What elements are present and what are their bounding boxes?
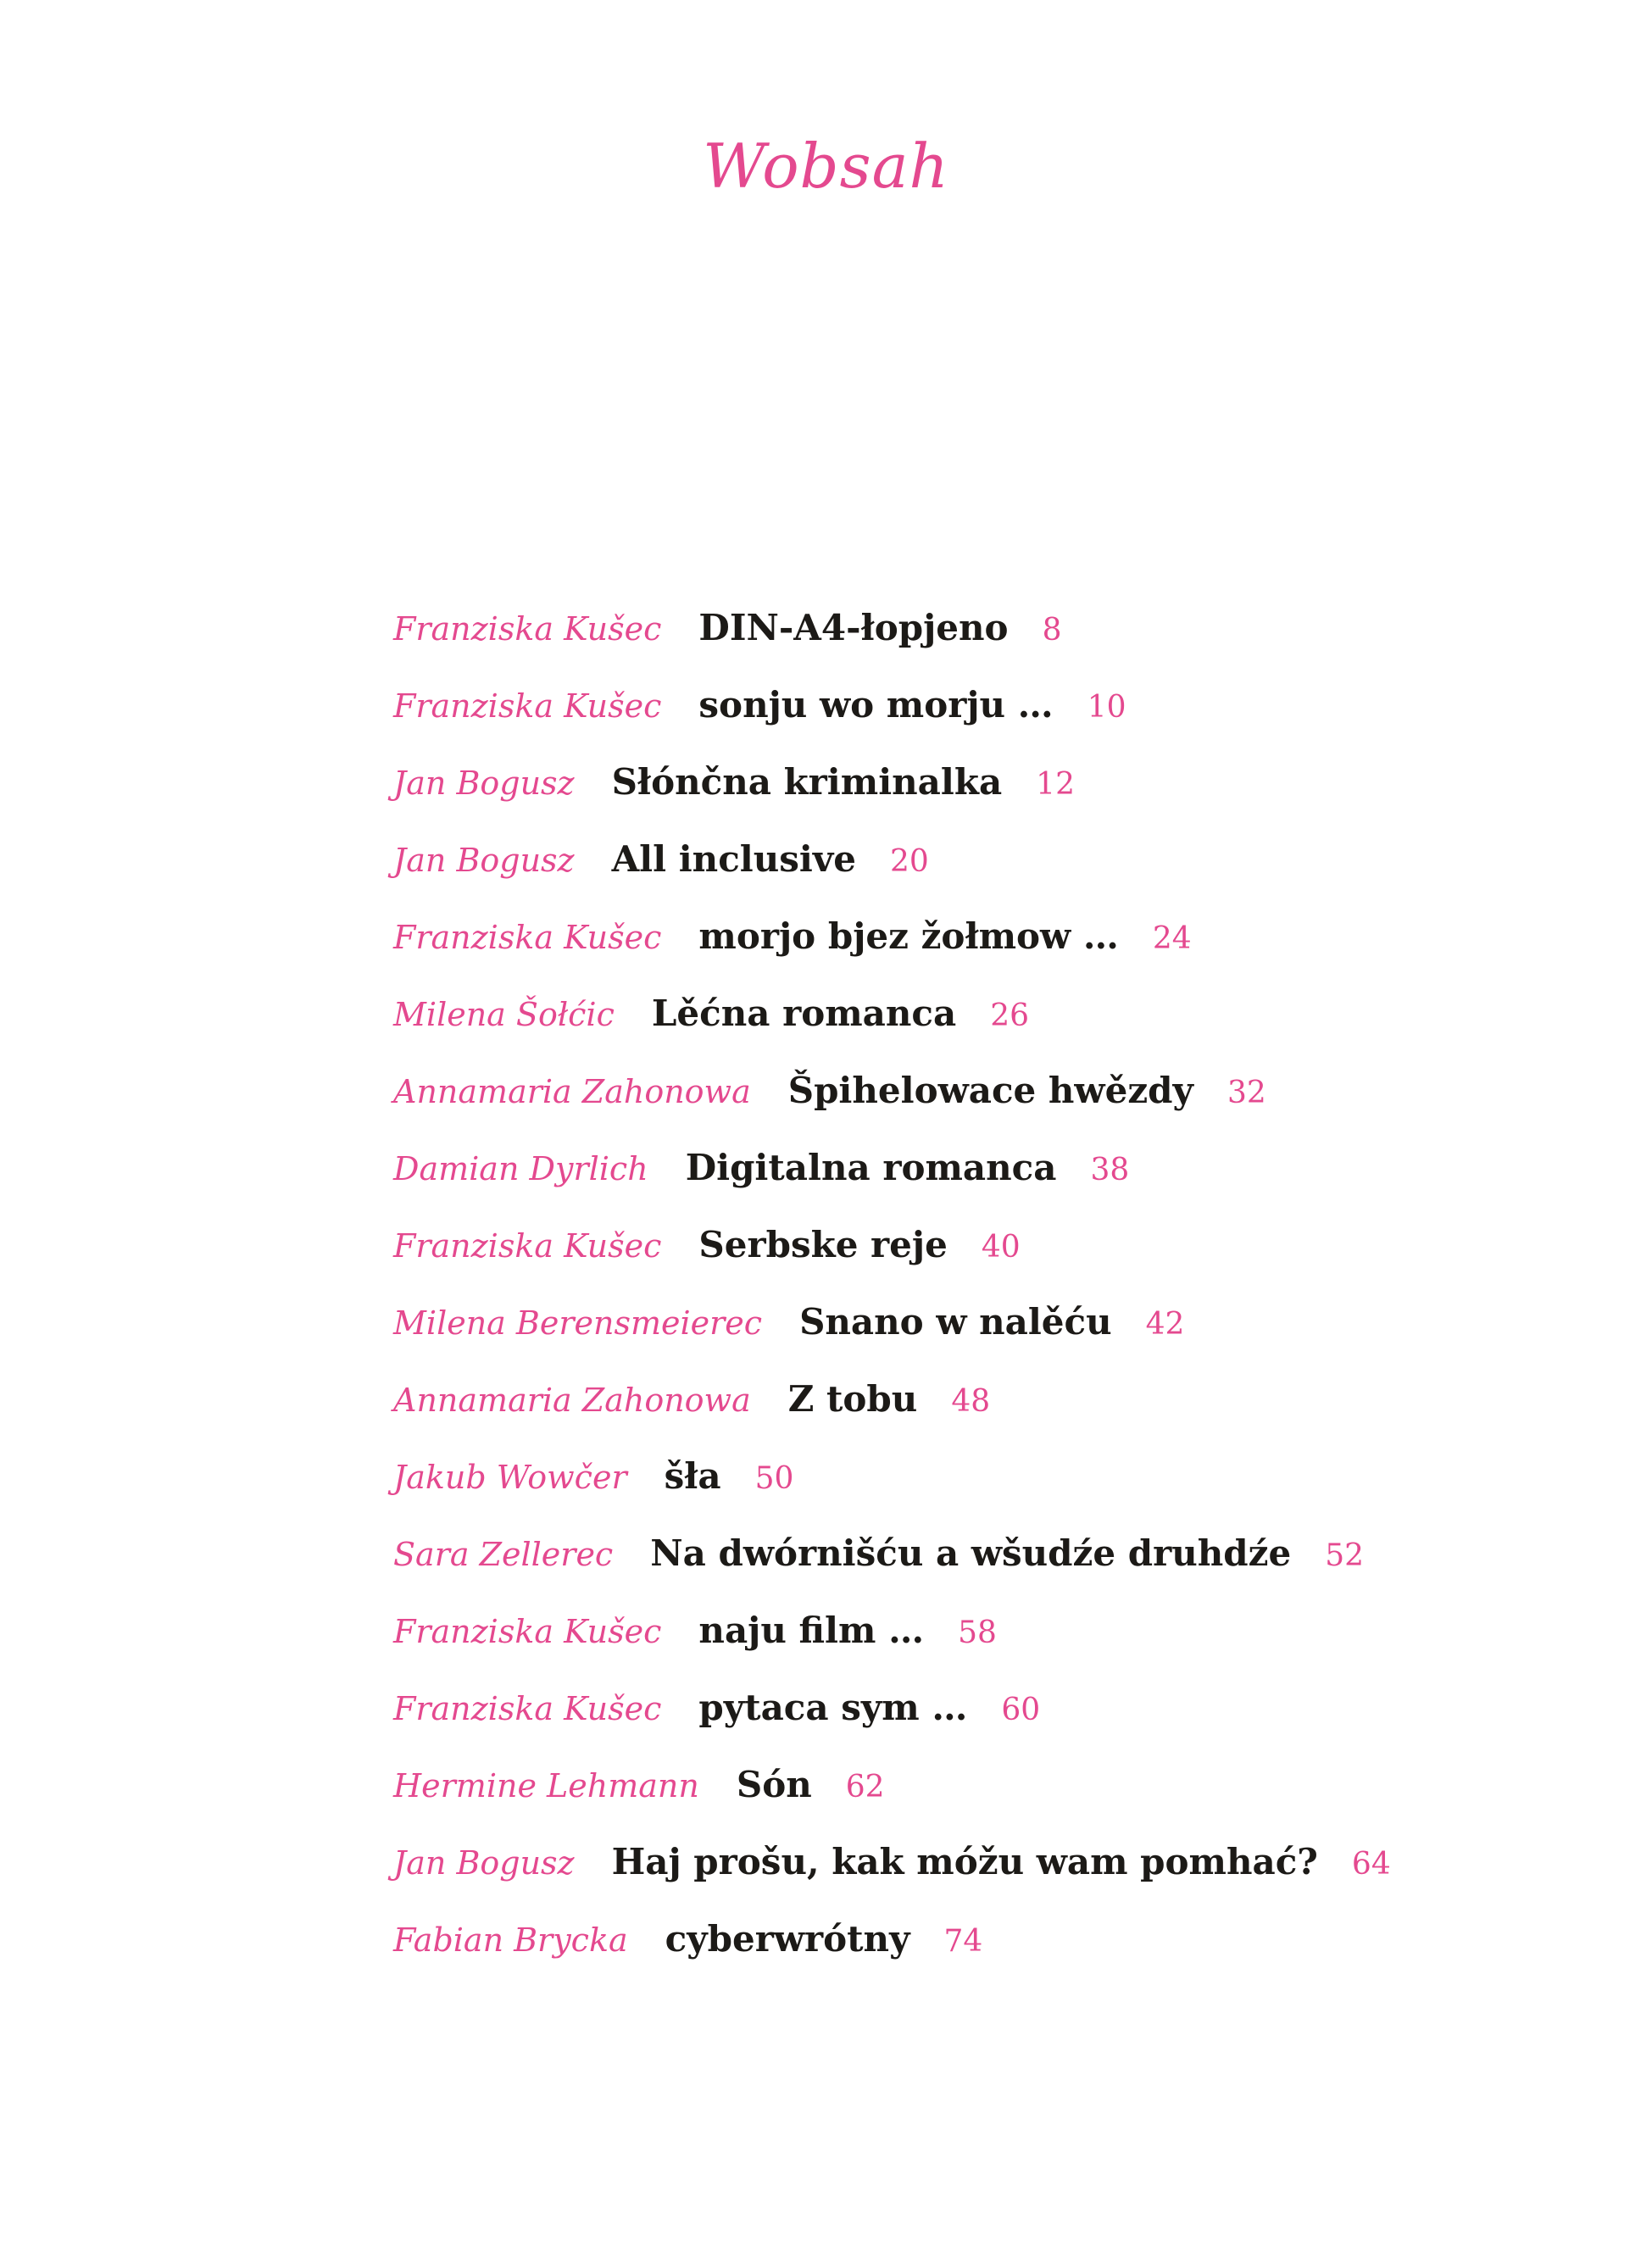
toc-entry[interactable] <box>393 761 1614 838</box>
entry-page-number: 12 <box>1036 767 1075 802</box>
entry-author: Franziska Kušec <box>393 1613 662 1650</box>
toc-entry[interactable] <box>393 915 1614 993</box>
entry-title: Serbske reje <box>698 1224 948 1265</box>
entry-author: Franziska Kušec <box>393 1227 662 1265</box>
entry-title: Špihelowace hwězdy <box>787 1070 1193 1111</box>
entry-author: Milena Berensmeierec <box>393 1304 763 1342</box>
toc-entry[interactable] <box>393 1687 1614 1764</box>
entry-author: Franziska Kušec <box>393 1690 662 1727</box>
toc-entry[interactable] <box>393 1610 1614 1687</box>
entry-author: Fabian Brycka <box>393 1921 628 1959</box>
entry-page-number: 38 <box>1090 1153 1130 1187</box>
entry-page-number: 20 <box>889 844 929 879</box>
entry-author: Jan Bogusz <box>393 1844 575 1882</box>
entry-title: cyberwrótny <box>665 1918 910 1960</box>
entry-author: Jan Bogusz <box>393 765 575 802</box>
entry-page-number: 42 <box>1145 1307 1185 1342</box>
toc-entry[interactable] <box>393 607 1614 684</box>
entry-title: Digitalna romanca <box>685 1147 1057 1188</box>
entry-title: Słónčna kriminalka <box>611 761 1003 803</box>
entry-page-number: 58 <box>958 1615 997 1650</box>
entry-author: Annamaria Zahonowa <box>393 1073 751 1110</box>
table-of-contents <box>393 607 1614 1995</box>
entry-title: šła <box>664 1455 721 1497</box>
entry-title: DIN-A4-łopjeno <box>698 607 1009 648</box>
toc-entry[interactable] <box>393 1224 1614 1301</box>
entry-page-number: 52 <box>1325 1538 1365 1573</box>
entry-author: Jan Bogusz <box>393 842 575 879</box>
entry-page-number: 60 <box>1001 1693 1041 1727</box>
entry-title: All inclusive <box>611 838 856 880</box>
toc-entry[interactable] <box>393 993 1614 1070</box>
toc-entry[interactable] <box>393 1301 1614 1378</box>
toc-entry[interactable] <box>393 1532 1614 1610</box>
entry-title: sonju wo morju … <box>698 684 1054 726</box>
entry-author: Jakub Wowčer <box>393 1459 627 1496</box>
entry-author: Franziska Kušec <box>393 687 662 725</box>
entry-title: Haj prošu, kak móžu wam pomhać? <box>611 1841 1318 1882</box>
toc-entry[interactable] <box>393 1070 1614 1147</box>
entry-page-number: 10 <box>1087 690 1126 725</box>
entry-title: morjo bjez žołmow … <box>698 915 1119 957</box>
toc-entry[interactable] <box>393 1764 1614 1841</box>
entry-page-number: 40 <box>981 1230 1021 1265</box>
page-title: Wobsah <box>703 131 949 202</box>
entry-author: Hermine Lehmann <box>393 1767 699 1804</box>
entry-page-number: 32 <box>1226 1076 1266 1110</box>
entry-title: Lěćna romanca <box>651 993 957 1034</box>
entry-title: pytaca sym … <box>698 1687 968 1728</box>
entry-title: Snano w nalěću <box>799 1301 1112 1343</box>
entry-title: naju film … <box>698 1610 925 1651</box>
entry-title: Na dwórnišću a wšudźe druhdźe <box>650 1532 1292 1574</box>
entry-page-number: 74 <box>943 1924 983 1959</box>
entry-page-number: 8 <box>1042 613 1062 648</box>
entry-page-number: 26 <box>990 998 1030 1033</box>
entry-title: Són <box>736 1764 812 1805</box>
toc-entry[interactable] <box>393 1841 1614 1918</box>
entry-page-number: 24 <box>1152 921 1192 956</box>
toc-entry[interactable] <box>393 1455 1614 1532</box>
entry-author: Damian Dyrlich <box>393 1150 648 1187</box>
entry-title: Z tobu <box>787 1378 918 1420</box>
entry-page-number: 48 <box>951 1384 991 1419</box>
entry-author: Annamaria Zahonowa <box>393 1382 751 1419</box>
toc-entry[interactable] <box>393 1918 1614 1995</box>
toc-entry[interactable] <box>393 1378 1614 1455</box>
entry-author: Franziska Kušec <box>393 919 662 956</box>
entry-author: Sara Zellerec <box>393 1536 614 1573</box>
entry-page-number: 64 <box>1351 1847 1391 1882</box>
entry-page-number: 50 <box>754 1461 794 1496</box>
entry-page-number: 62 <box>845 1770 885 1804</box>
toc-entry[interactable] <box>393 684 1614 761</box>
entry-author: Milena Šołćic <box>393 996 615 1033</box>
toc-entry[interactable] <box>393 1147 1614 1224</box>
entry-author: Franziska Kušec <box>393 610 662 648</box>
toc-entry[interactable] <box>393 838 1614 915</box>
